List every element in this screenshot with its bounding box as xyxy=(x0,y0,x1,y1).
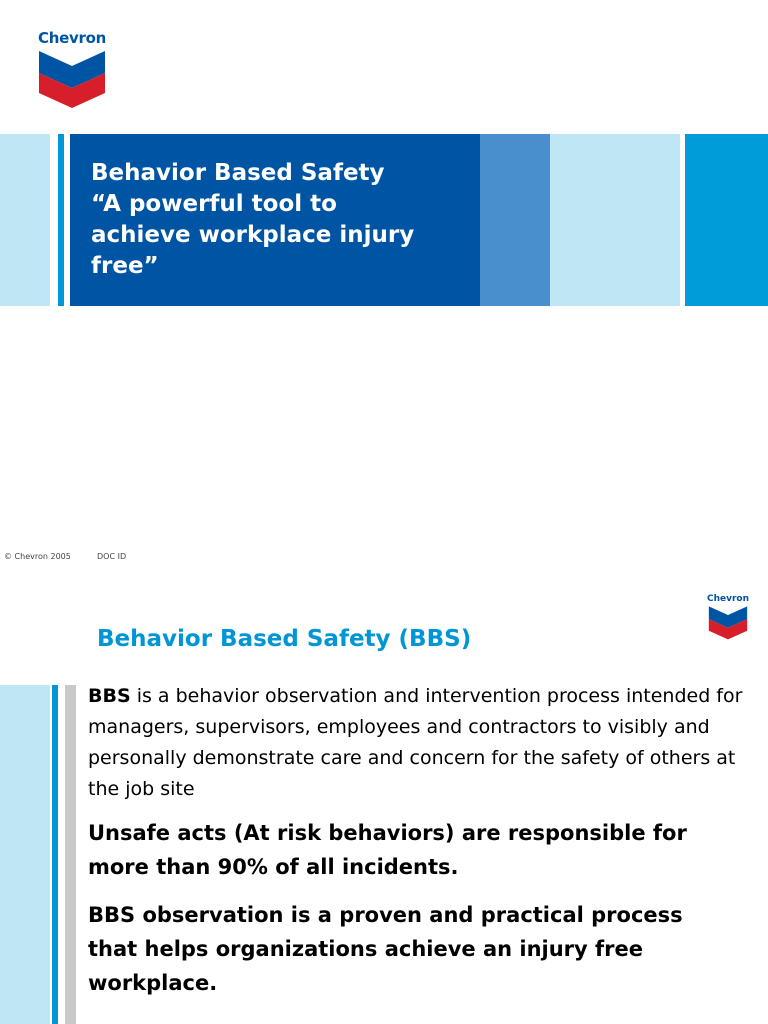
side-gray-bar xyxy=(65,685,76,1024)
banner-light-panel-left xyxy=(0,134,50,306)
chevron-logo-small xyxy=(707,594,749,644)
chevron-emblem-icon xyxy=(707,604,749,640)
chevron-emblem-icon xyxy=(36,47,108,109)
banner-mid-panel xyxy=(480,134,550,306)
side-stripe xyxy=(52,685,58,1024)
copyright-footer: © Chevron 2005 xyxy=(4,552,71,561)
chevron-logo xyxy=(36,29,108,113)
title-line: “A powerful tool to xyxy=(91,191,337,217)
banner-stripe xyxy=(58,134,64,306)
bbs-definition-paragraph xyxy=(88,681,748,805)
logo-wordmark: Chevron xyxy=(38,29,106,47)
side-light-panel xyxy=(0,685,50,1024)
doc-id-footer: DOC ID xyxy=(97,552,127,561)
title-line: free” xyxy=(91,253,159,279)
banner-cyan-panel xyxy=(685,134,768,306)
title-line: Behavior Based Safety xyxy=(91,160,385,186)
title-line: achieve workplace injury xyxy=(91,222,415,248)
unsafe-acts-paragraph: Unsafe acts (At risk behaviors) are responsible for more than 90% of all incidents. xyxy=(88,821,687,879)
banner-light-panel-right xyxy=(550,134,680,306)
bbs-bold-term: BBS xyxy=(88,685,131,707)
logo-wordmark: Chevron xyxy=(707,594,750,604)
bbs-observation-paragraph: BBS observation is a proven and practical process that helps organizations achieve an injury free workplace. xyxy=(88,903,683,995)
slide-title xyxy=(91,158,476,282)
bbs-definition-text: is a behavior observation and intervention process intended for managers, supervisors, employees and contractors to visibly and personally demonstrate care and concern for the safety of others at the job site xyxy=(88,685,743,800)
slide-2-title: Behavior Based Safety (BBS) xyxy=(97,626,472,652)
